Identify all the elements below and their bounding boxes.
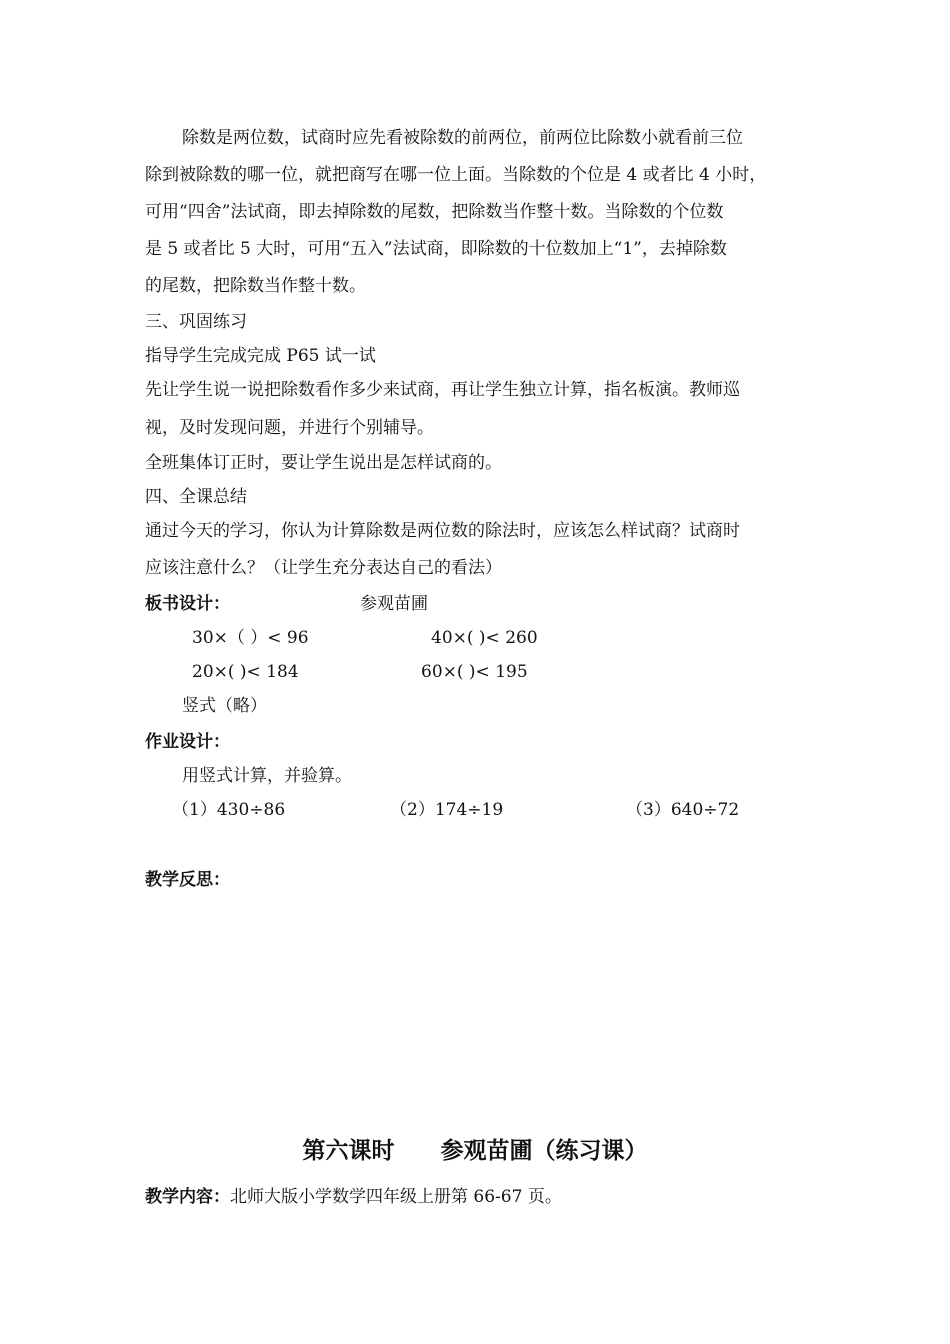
lesson-content: [145, 1187, 562, 1207]
board-title: 参观苗圃: [360, 594, 428, 614]
homework-label: 作业设计：: [145, 732, 230, 752]
section4-line1: 通过今天的学习，你认为计算除数是两位数的除法时，应该怎么样试商？试商时: [145, 521, 740, 541]
homework-q1: （1）430÷86: [172, 800, 286, 820]
section3-heading: 三、巩固练习: [145, 312, 247, 332]
homework-instruction: 用竖式计算，并验算。: [182, 766, 352, 786]
paragraph-line-4: 是 5 或者比 5 大时，可用“五入”法试商，即除数的十位数加上“1”，去掉除数: [145, 239, 727, 259]
board-eq1: 30×（ ）< 96: [192, 628, 309, 648]
section3-line3: 全班集体订正时，要让学生说出是怎样试商的。: [145, 453, 502, 473]
homework-q2: （2）174÷19: [390, 800, 504, 820]
section3-line1: 指导学生完成完成 P65 试一试: [145, 346, 376, 366]
paragraph-line-5: 的尾数，把除数当作整十数。: [145, 276, 366, 296]
paragraph-line-2: 除到被除数的哪一位，就把商写在哪一位上面。当除数的个位是 4 或者比 4 小时，: [145, 165, 767, 185]
lesson-content-text: 北师大版小学数学四年级上册第 66-67 页。: [230, 1187, 562, 1207]
board-label: 板书设计：: [145, 594, 230, 614]
section3-line2b: 视，及时发现问题，并进行个别辅导。: [145, 418, 434, 438]
section3-line2a: 先让学生说一说把除数看作多少来试商，再让学生独立计算，指名板演。教师巡: [145, 380, 740, 400]
board-eq4: 60×( )< 195: [421, 662, 528, 682]
paragraph-line-1: 除数是两位数，试商时应先看被除数的前两位，前两位比除数小就看前三位: [182, 128, 743, 148]
board-vertical: 竖式（略）: [182, 696, 267, 716]
section4-line2: 应该注意什么？（让学生充分表达自己的看法）: [145, 558, 502, 578]
lesson-content-label: 教学内容：: [145, 1187, 230, 1207]
lesson-title: 第六课时 参观苗圃（练习课）: [302, 1137, 648, 1164]
paragraph-line-3: 可用“四舍”法试商，即去掉除数的尾数，把除数当作整十数。当除数的个位数: [145, 202, 724, 222]
reflection-label: 教学反思：: [145, 870, 230, 890]
board-eq2: 40×( )< 260: [431, 628, 538, 648]
section4-heading: 四、全课总结: [145, 487, 247, 507]
homework-q3: （3）640÷72: [626, 800, 740, 820]
board-eq3: 20×( )< 184: [192, 662, 299, 682]
